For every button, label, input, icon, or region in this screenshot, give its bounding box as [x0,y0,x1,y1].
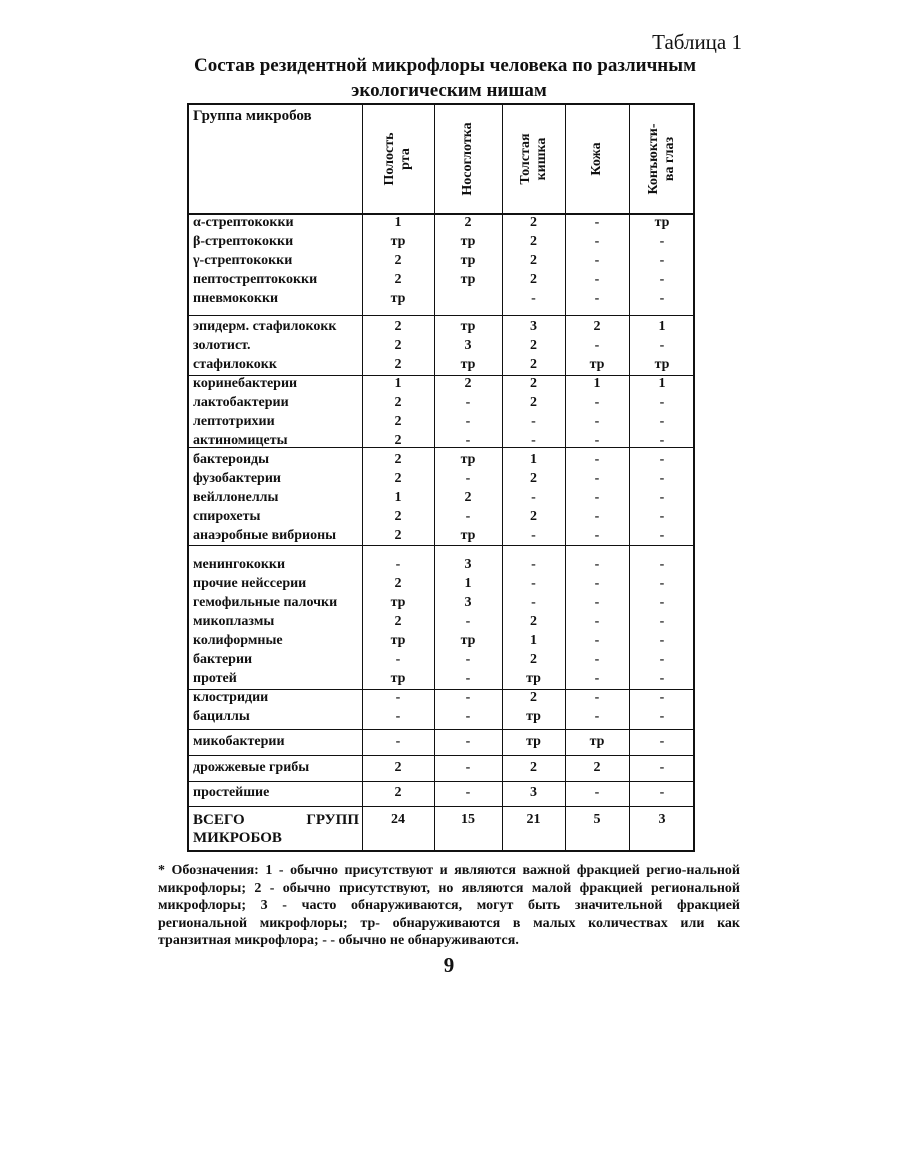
row-value: 1 [658,376,666,391]
row-divider [189,729,693,730]
row-value: - [395,709,401,724]
row-value: - [659,291,665,306]
row-name: колиформные [193,633,283,648]
column-header: Кожа [589,142,604,176]
row-value: - [465,395,471,410]
row-value: тр [526,734,541,749]
row-value: - [659,509,665,524]
row-value: - [465,785,471,800]
row-value: - [659,760,665,775]
row-value: - [531,557,536,572]
row-value: 3 [530,785,537,800]
row-value: 3 [464,595,472,610]
row-value: тр [390,595,406,610]
row-value: - [594,785,600,800]
row-value: 2 [593,319,601,334]
row-value: - [594,338,600,353]
row-value: - [531,528,536,543]
row-value: - [659,414,665,429]
row-value: 2 [464,376,472,391]
row-value: 2 [394,614,402,629]
row-value: - [465,614,471,629]
row-value: 2 [394,785,402,800]
row-value: - [465,709,471,724]
row-value: - [594,452,600,467]
row-value: тр [390,291,406,306]
row-value: тр [460,452,476,467]
row-value: тр [460,357,476,372]
row-value: 2 [394,509,402,524]
row-value: 2 [530,215,537,230]
row-value: - [594,433,600,448]
microflora-table [187,103,695,852]
row-value: - [531,490,536,505]
row-value: 2 [464,215,472,230]
row-value: - [659,671,665,686]
row-value: - [531,595,536,610]
row-value: 3 [464,557,472,572]
row-divider [189,781,693,782]
row-name: микобактерии [193,734,285,749]
row-value: - [659,576,665,591]
row-value: 3 [464,338,472,353]
total-value: 15 [461,812,475,827]
row-value: 2 [394,414,402,429]
row-value: - [659,595,665,610]
row-value: тр [390,671,406,686]
row-name: микоплазмы [193,614,275,629]
row-value: 3 [530,319,537,334]
row-value: - [465,433,471,448]
row-value: - [659,614,665,629]
row-name: бациллы [193,709,250,724]
row-name: простейшие [193,785,270,800]
row-divider [189,755,693,756]
row-name: прочие нейссерии [193,576,307,591]
row-value: - [531,576,536,591]
row-name: лептотрихии [193,414,275,429]
total-label: ВСЕГО ГРУПП МИКРОБОВ [193,812,359,846]
row-name: дрожжевые грибы [193,760,310,775]
row-value: - [659,734,665,749]
column-header: Конъюкти- ва глаз [646,123,677,195]
row-value: - [594,595,600,610]
row-value: - [594,690,600,705]
row-value: 2 [394,760,402,775]
row-value: 1 [394,490,402,505]
row-value: - [531,291,536,306]
row-value: тр [460,234,476,249]
row-value: 2 [394,433,402,448]
column-divider [362,105,363,850]
row-value: 2 [530,234,537,249]
row-value: 1 [464,576,472,591]
row-value: 1 [530,452,537,467]
row-name: анаэробные вибрионы [193,528,337,543]
row-value: тр [654,215,670,230]
row-value: - [465,509,471,524]
row-name: пептострептококки [193,272,318,287]
column-divider [565,105,566,850]
row-name: β-стрептококки [193,234,294,249]
row-value: - [594,490,600,505]
row-value: - [594,215,600,230]
row-name: протей [193,671,237,686]
row-name: бактерии [193,652,253,667]
row-name: γ-стрептококки [193,253,293,268]
row-value: тр [390,234,406,249]
row-value: - [594,528,600,543]
row-value: 2 [530,376,537,391]
row-value: 2 [530,357,537,372]
column-header: Толстая кишка [517,133,549,185]
row-value: 2 [394,319,402,334]
total-value: 3 [658,812,666,827]
row-value: тр [460,272,476,287]
row-value: - [594,253,600,268]
row-value: 2 [530,614,537,629]
row-value: 2 [530,272,537,287]
row-value: - [594,576,600,591]
row-name: актиномицеты [193,433,288,448]
row-name: вейллонеллы [193,490,279,505]
row-value: - [659,633,665,648]
table-title-line-2: экологическим нишам [351,80,547,101]
column-divider [629,105,630,850]
row-value: - [659,528,665,543]
row-name: эпидерм. стафилококк [193,319,337,334]
row-value: 2 [394,528,402,543]
row-value: 2 [593,760,601,775]
table-title-line-1: Состав резидентной микрофлоры человека по различным [193,55,697,76]
row-value: - [465,414,471,429]
total-value: 5 [593,812,601,827]
row-value: 1 [593,376,601,391]
row-value: тр [460,528,476,543]
row-value: - [594,652,600,667]
row-value: - [395,652,401,667]
row-value: - [594,509,600,524]
row-name: пневмококки [193,291,279,306]
row-name: спирохеты [193,509,261,524]
row-value: 2 [530,652,537,667]
row-value: - [395,690,401,705]
row-value: 2 [394,357,402,372]
row-value: - [395,557,401,572]
row-value: - [594,709,600,724]
row-value: 1 [658,319,666,334]
row-value: тр [460,633,476,648]
row-value: тр [460,253,476,268]
row-name: менингококки [193,557,286,572]
row-value: - [395,734,401,749]
row-value: - [659,785,665,800]
row-value: - [659,433,665,448]
row-value: - [531,414,536,429]
total-value: 24 [391,812,405,827]
row-value: тр [390,633,406,648]
row-name: бактероиды [193,452,270,467]
row-value: - [465,760,471,775]
row-value: тр [460,319,476,334]
row-value: 2 [530,760,537,775]
row-value: - [594,614,600,629]
row-value: тр [654,357,670,372]
row-value: - [594,671,600,686]
legend-note: * Обозначения: 1 - обычно присутствуют и являются важной фракцией регио-нальной микрофлоры; 2 - обычно присутствуют, но являются малой фракцией региональной микрофлоры; 3 - часто обнаруживаются, могут быть значительной фракцией региональной микрофлоры; тр- обнаруживаются в малых количествах или как транзитная микрофлора; - - обычно не обнаруживаются. [158,863,740,948]
row-value: 2 [394,452,402,467]
row-name: α-стрептококки [193,215,294,230]
row-value: 2 [394,338,402,353]
row-value: - [659,253,665,268]
row-divider [189,806,693,807]
row-value: 2 [394,272,402,287]
row-value: 2 [530,395,537,410]
row-value: - [659,709,665,724]
row-value: 2 [394,576,402,591]
row-value: 2 [530,253,537,268]
row-name: стафилококк [193,357,277,372]
row-value: - [465,690,471,705]
row-value: - [465,734,471,749]
total-value: 21 [526,812,541,827]
row-value: 1 [394,376,402,391]
table-label: Таблица 1 [652,30,742,54]
row-name: золотист. [193,338,251,353]
row-value: - [531,433,536,448]
row-value: - [659,338,665,353]
row-value: тр [526,671,541,686]
column-divider [434,105,435,850]
column-header: Носоглотка [460,122,475,196]
row-value: - [594,471,600,486]
row-value: - [659,395,665,410]
row-value: - [465,652,471,667]
row-value: - [659,234,665,249]
row-value: 2 [394,253,402,268]
row-value: тр [589,357,605,372]
row-value: - [594,633,600,648]
row-value: 2 [530,338,537,353]
row-name: гемофильные палочки [193,595,338,610]
row-value: - [659,471,665,486]
row-value: тр [589,734,605,749]
row-value: 2 [530,471,537,486]
column-header: Полость рта [382,132,413,186]
row-name: клостридии [193,690,269,705]
row-value: 2 [394,471,402,486]
row-value: 2 [530,690,537,705]
row-value: 2 [530,509,537,524]
row-value: - [465,471,471,486]
row-value: - [594,234,600,249]
row-value: - [659,557,665,572]
row-value: - [659,690,665,705]
page-number: 9 [443,953,455,977]
row-value: 1 [394,215,402,230]
row-value: - [659,452,665,467]
row-value: - [659,272,665,287]
row-divider [189,545,693,546]
row-value: 2 [464,490,472,505]
row-value: - [594,272,600,287]
row-value: 2 [394,395,402,410]
header-group-label: Группа микробов [193,108,312,124]
row-name: фузобактерии [193,471,281,486]
row-name: лактобактерии [193,395,289,410]
row-value: тр [526,709,541,724]
row-value: - [594,414,600,429]
row-divider [189,315,693,316]
row-value: - [594,291,600,306]
row-value: - [594,395,600,410]
row-value: 1 [530,633,537,648]
row-name: коринебактерии [193,376,298,391]
row-value: - [465,671,471,686]
row-value: - [659,490,665,505]
row-value: - [659,652,665,667]
row-value: - [594,557,600,572]
column-divider [502,105,503,850]
